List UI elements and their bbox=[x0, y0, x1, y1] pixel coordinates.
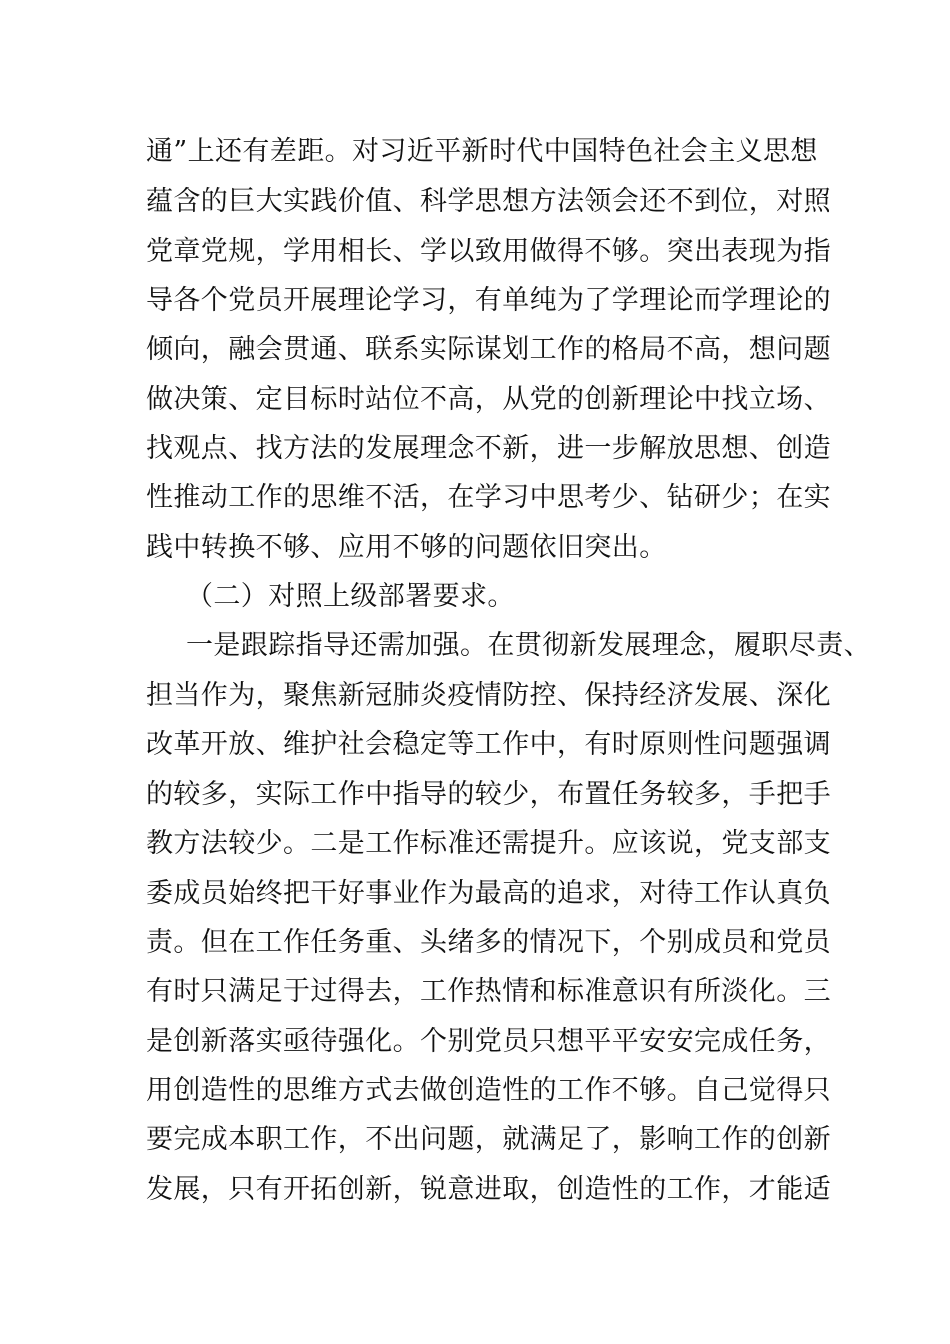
paragraph-line: 做决策、定目标时站位不高，从党的创新理论中找立场、 bbox=[146, 384, 831, 415]
paragraph-line: 的较多，实际工作中指导的较少，布置任务较多，手把手 bbox=[146, 779, 831, 810]
paragraph-line: 改革开放、维护社会稳定等工作中，有时原则性问题强调 bbox=[146, 729, 831, 760]
paragraph-line: 通”上还有差距。对习近平新时代中国特色社会主义思想 bbox=[146, 136, 818, 167]
paragraph-line: 担当作为，聚焦新冠肺炎疫情防控、保持经济发展、深化 bbox=[146, 680, 831, 711]
paragraph-line: 找观点、找方法的发展理念不新，进一步解放思想、创造 bbox=[146, 433, 831, 464]
paragraph-line: 责。但在工作任务重、头绪多的情况下，个别成员和党员 bbox=[146, 927, 831, 958]
paragraph-line: 践中转换不够、应用不够的问题依旧突出。 bbox=[146, 532, 667, 563]
paragraph-line: 蕴含的巨大实践价值、科学思想方法领会还不到位，对照 bbox=[146, 186, 831, 217]
paragraph-line: 导各个党员开展理论学习，有单纯为了学理论而学理论的 bbox=[146, 285, 831, 316]
paragraph-line: 发展，只有开拓创新，锐意进取，创造性的工作，才能适 bbox=[146, 1174, 831, 1205]
paragraph-line: 委成员始终把干好事业作为最高的追求，对待工作认真负 bbox=[146, 878, 831, 909]
paragraph-line: 一是跟踪指导还需加强。在贯彻新发展理念，履职尽责、 bbox=[186, 630, 871, 661]
section-heading: （二）对照上级部署要求。 bbox=[186, 581, 515, 612]
paragraph-line: 是创新落实亟待强化。个别党员只想平平安安完成任务， bbox=[146, 1026, 831, 1057]
paragraph-line: 教方法较少。二是工作标准还需提升。应该说，党支部支 bbox=[146, 828, 831, 859]
paragraph-line: 倾向，融会贯通、联系实际谋划工作的格局不高，想问题 bbox=[146, 334, 831, 365]
paragraph-line: 用创造性的思维方式去做创造性的工作不够。自己觉得只 bbox=[146, 1075, 831, 1106]
paragraph-line: 要完成本职工作，不出问题，就满足了，影响工作的创新 bbox=[146, 1124, 831, 1155]
paragraph-line: 有时只满足于过得去，工作热情和标准意识有所淡化。三 bbox=[146, 976, 831, 1007]
paragraph-line: 性推动工作的思维不活，在学习中思考少、钻研少；在实 bbox=[146, 482, 831, 513]
paragraph-line: 党章党规，学用相长、学以致用做得不够。突出表现为指 bbox=[146, 236, 831, 267]
